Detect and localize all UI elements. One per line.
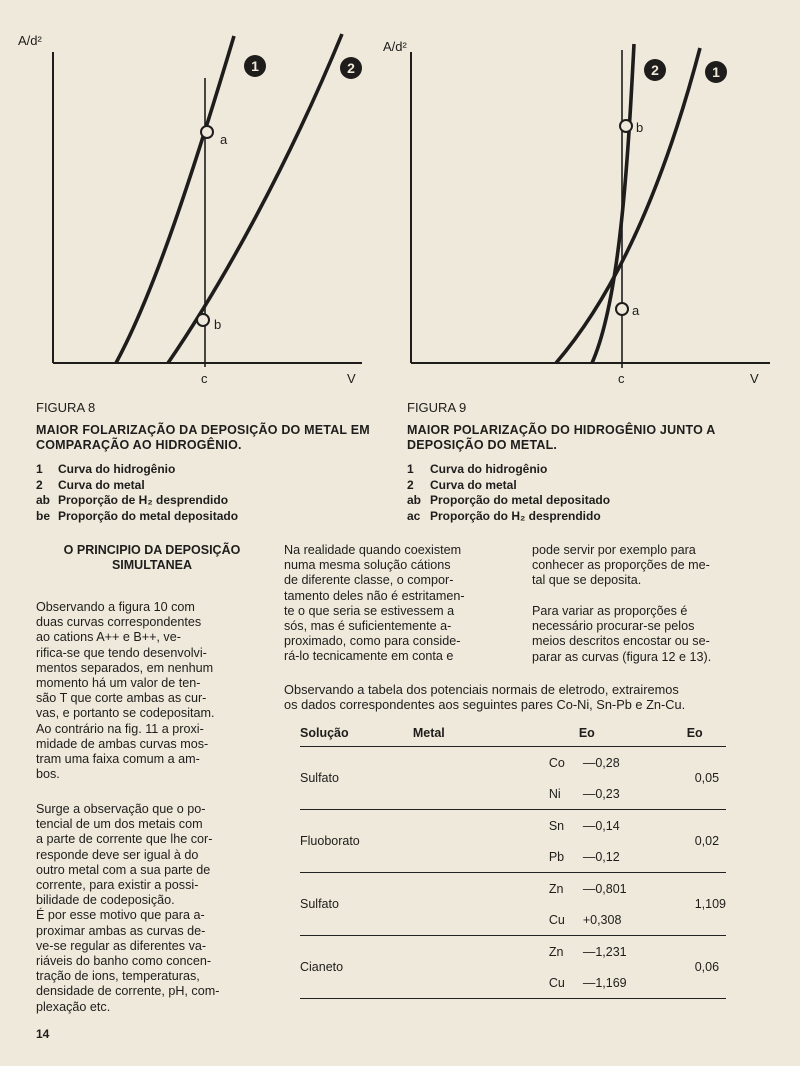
header-eo: Eo	[565, 720, 647, 747]
solution-cell: Sulfato	[300, 873, 391, 936]
solution-cell: Sulfato	[300, 747, 391, 810]
eo-cell: —0,28	[582, 755, 620, 770]
header-eo-diff: Eo	[647, 720, 726, 747]
solution-cell: Fluoborato	[300, 810, 391, 873]
metal-cell: Zn	[548, 944, 564, 959]
metal-cell: Pb	[391, 841, 565, 873]
column-1-paragraph-1: Observando a figura 10 com duas curvas correspondentes ao cations A++ e B++, ve- rifica-se que tendo desenvolvi- mentos separados, em nenhum momento há um valor de ten- são T que corte ambas as cur- vas, e portanto se codepositam. Ao contrário na fig. 11 a proxi- midade de ambas curvas mos- tram uma faixa comum a am- bos.	[36, 600, 215, 782]
eo-diff-cell: 1,109	[647, 873, 726, 936]
eo-cell: —0,12	[565, 841, 647, 873]
table-row	[300, 936, 726, 968]
curve-1-badge: 1	[712, 64, 720, 80]
header-metal: Metal	[391, 720, 565, 747]
legend-item: ab Proporção do metal depositado	[407, 493, 611, 507]
figure-9-caption: FIGURA 9	[407, 400, 467, 415]
legend-item: 2 Curva do metal	[407, 477, 517, 492]
x-mark-c: c	[201, 371, 208, 386]
electrode-potential-table	[300, 720, 726, 999]
eo-cell: —0,23	[565, 778, 647, 810]
header-solution: Solução	[300, 720, 391, 747]
section-heading: O PRINCIPIO DA DEPOSIÇÃO SIMULTANEA	[63, 543, 241, 572]
eo-cell: +0,308	[565, 904, 647, 936]
figure-9-title: MAIOR POLARIZAÇÃO DO HIDROGÊNIO JUNTO A DEPOSIÇÃO DO METAL.	[407, 423, 716, 452]
legend-item: be Proporção do metal depositado	[36, 508, 239, 523]
eo-cell: —1,169	[565, 967, 647, 999]
table-row	[300, 747, 726, 779]
legend-item: ab Proporção de H₂ desprendido	[36, 493, 229, 507]
x-mark-c: c	[618, 371, 625, 386]
curve-2-badge: 2	[651, 62, 659, 78]
point-b-marker	[620, 120, 632, 132]
page-number: 14	[36, 1027, 50, 1041]
legend-item: 2 Curva do metal	[36, 477, 145, 492]
figure-8-caption: FIGURA 8	[36, 400, 96, 415]
figure-9-legend	[407, 462, 767, 524]
eo-diff-cell: 0,06	[647, 936, 726, 999]
curve-1-badge: 1	[251, 58, 259, 74]
metal-cell: Zn	[548, 881, 564, 896]
column-3-paragraph-2: Para variar as proporções é necessário procurar-se pelos meios descritos encostar ou se- parar as curvas (figura 12 e 13).	[532, 604, 712, 664]
curve-2-badge: 2	[347, 60, 355, 76]
column-3-paragraph-1: pode servir por exemplo para conhecer as proporções de me- tal que se deposita.	[532, 543, 710, 588]
point-a-label: a	[632, 303, 640, 318]
column-1-paragraph-2: Surge a observação que o po- tencial de um dos metais com a parte de corrente que lhe cor- responde deve ser igual à do outro metal com a sua parte de corrente, para existir a possi- bilidade de codeposição. É por esse motivo que para a- proximar ambas as curvas de- ve-se regular as diferentes va- riáveis do banho como concen- tração de ions, temperaturas, densidade de corrente, pH, com- plexação etc.	[36, 802, 220, 1014]
curve-2	[592, 44, 634, 363]
x-axis-label: V	[750, 371, 759, 386]
curve-1	[556, 48, 700, 363]
column-2-paragraph-1: Na realidade quando coexistem numa mesma solução cátions de diferente classe, o compor- tamento deles não é estritamen- te o que seria se estivessem a sós, mas é suficientemente a- proximado, como para conside- rá-lo tecnicamente em conta e	[284, 543, 465, 664]
metal-cell: Cu	[391, 904, 565, 936]
table-row	[300, 873, 726, 905]
metal-cell: Ni	[391, 778, 565, 810]
eo-diff-cell: 0,05	[647, 747, 726, 810]
point-a-marker	[616, 303, 628, 315]
legend-item: 1 Curva do hidrogênio	[407, 462, 548, 476]
legend-item: ac Proporção do H₂ desprendido	[407, 508, 601, 523]
metal-cell: Sn	[548, 818, 565, 833]
solution-cell: Cianeto	[300, 936, 391, 999]
eo-cell: —0,801	[582, 881, 627, 896]
table-header-row	[300, 720, 726, 747]
x-axis-label: V	[347, 371, 356, 386]
eo-diff-cell: 0,02	[647, 810, 726, 873]
metal-cell: Cu	[391, 967, 565, 999]
eo-cell: —0,14	[582, 818, 620, 833]
table-row	[300, 810, 726, 842]
y-axis-label: A/d²	[383, 39, 407, 54]
point-b-label: b	[636, 120, 644, 135]
metal-cell: Co	[548, 755, 565, 770]
legend-item: 1 Curva do hidrogênio	[36, 462, 176, 476]
y-axis-label: A/d²	[18, 33, 42, 48]
eo-cell: —1,231	[582, 944, 627, 959]
figure-9-diagram	[0, 0, 800, 400]
figure-8-title: MAIOR FOLARIZAÇÃO DA DEPOSIÇÃO DO METAL EM COMPARAÇÃO AO HIDROGÊNIO.	[36, 423, 370, 452]
point-a-label: a	[220, 132, 228, 147]
point-b-label: b	[214, 317, 222, 332]
table-intro: Observando a tabela dos potenciais normais de eletrodo, extrairemos os dados correspondentes aos seguintes pares Co-Ni, Sn-Pb e Zn-Cu.	[284, 682, 686, 713]
figure-8-legend	[36, 462, 376, 524]
